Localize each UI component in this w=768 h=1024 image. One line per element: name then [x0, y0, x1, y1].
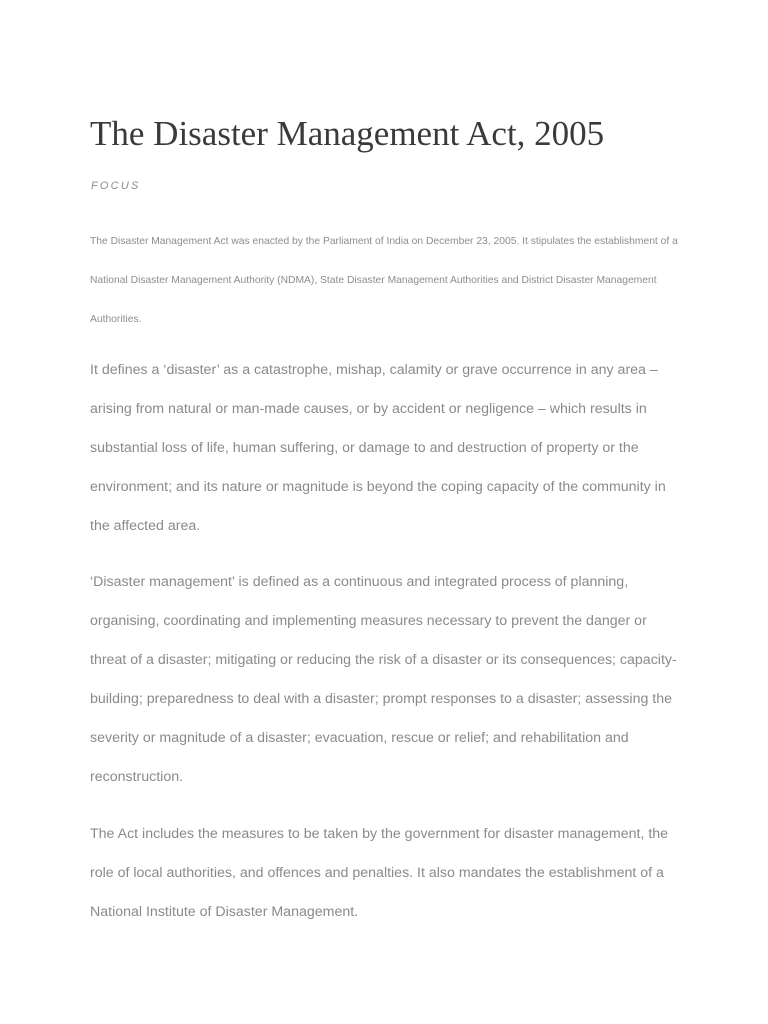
article-title: The Disaster Management Act, 2005: [90, 114, 605, 153]
body-paragraph-management: ‘Disaster management’ is defined as a continuous and integrated process of planning, organising, coordinating and implementing measures necessary to prevent the danger or threat of a disaster; mitigating or reducing the risk of a disaster or its consequences; capacity-building; preparedness to deal with a disaster; prompt responses to a disaster; assessing the severity or magnitude of a disaster; evacuation, rescue or relief; and rehabilitation and reconstruction.: [90, 574, 677, 785]
intro-paragraph: The Disaster Management Act was enacted by the Parliament of India on December 23, 2005. It stipulates the establishment of a National Disaster Management Authority (NDMA), State Disaster Management Authorities and District Disaster Management Authorities.: [90, 236, 678, 325]
category-label: FOCUS: [91, 180, 141, 192]
body-paragraph-definition: It defines a ‘disaster’ as a catastrophe, mishap, calamity or grave occurrence in any area – arising from natural or man-made causes, or by accident or negligence – which results in substantial loss of life, human suffering, or damage to and destruction of property or the environment; and its nature or magnitude is beyond the coping capacity of the community in the affected area.: [90, 362, 666, 534]
body-paragraph-measures: The Act includes the measures to be taken by the government for disaster management, the role of local authorities, and offences and penalties. It also mandates the establishment of a National Institute of Disaster Management.: [90, 826, 669, 920]
